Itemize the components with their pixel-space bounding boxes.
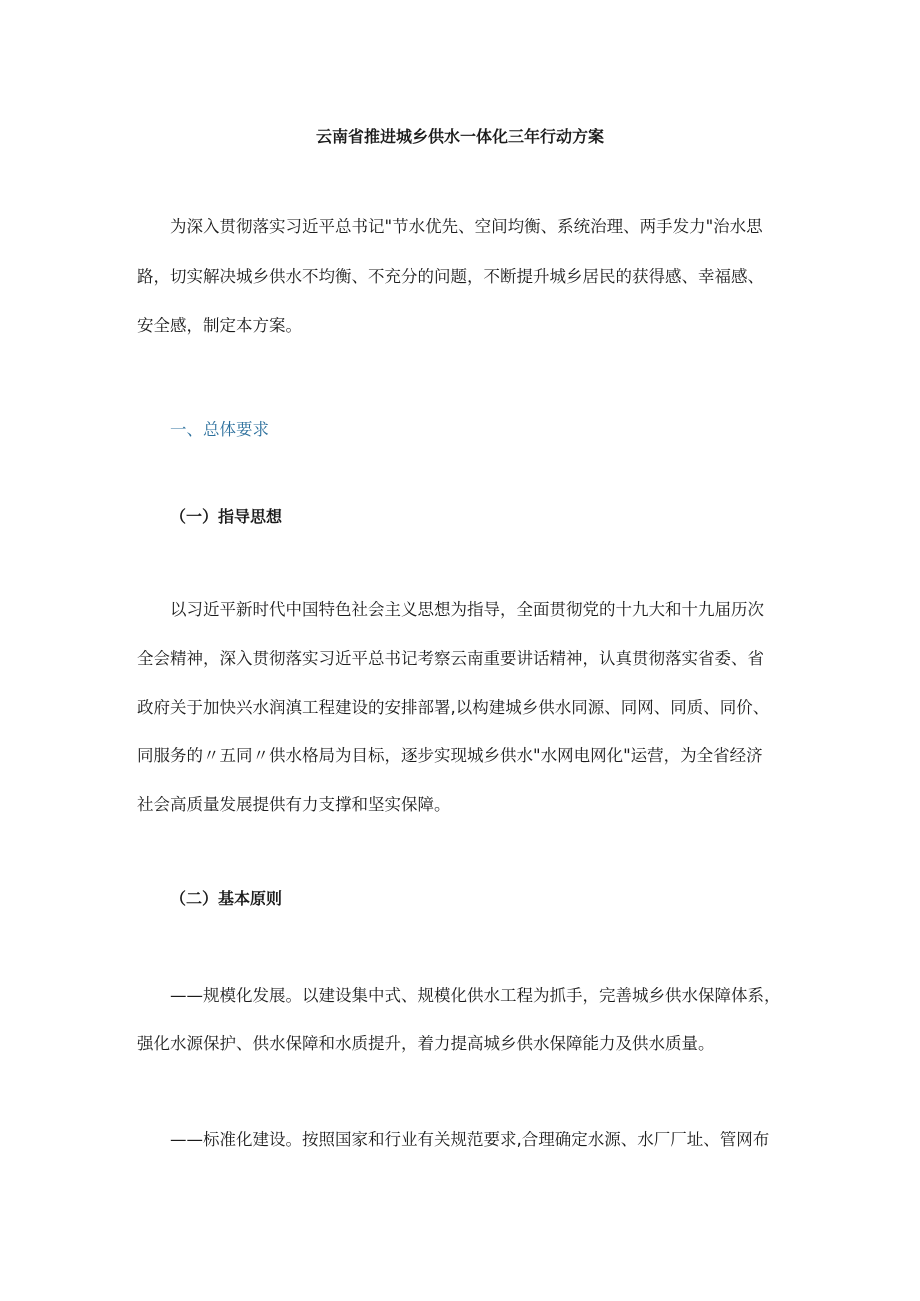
document-title: 云南省推进城乡供水一体化三年行动方案 bbox=[315, 127, 604, 146]
subsection-heading: （一）指导思想 bbox=[170, 507, 283, 526]
paragraph-line: 路，切实解决城乡供水不均衡、不充分的问题，不断提升城乡居民的获得感、幸福感、 bbox=[137, 267, 764, 286]
paragraph-line: 为深入贯彻落实习近平总书记"节水优先、空间均衡、系统治理、两手发力"治水思 bbox=[170, 217, 763, 236]
paragraph-line: 社会高质量发展提供有力支撑和坚实保障。 bbox=[137, 795, 451, 814]
section-heading: 一、总体要求 bbox=[170, 420, 269, 439]
paragraph-line: 以习近平新时代中国特色社会主义思想为指导，全面贯彻党的十九大和十九届历次 bbox=[170, 600, 764, 619]
subsection-heading: （二）基本原则 bbox=[170, 889, 283, 908]
paragraph-line: 政府关于加快兴水润滇工程建设的安排部署,以构建城乡供水同源、同网、同质、同价、 bbox=[137, 698, 770, 717]
paragraph-line: 安全感，制定本方案。 bbox=[137, 316, 302, 335]
paragraph-line: 强化水源保护、供水保障和水质提升，着力提高城乡供水保障能力及供水质量。 bbox=[137, 1034, 715, 1053]
paragraph-line: ——标准化建设。按照国家和行业有关规范要求,合理确定水源、水厂厂址、管网布 bbox=[170, 1130, 770, 1149]
paragraph-line: 全会精神，深入贯彻落实习近平总书记考察云南重要讲话精神，认真贯彻落实省委、省 bbox=[137, 649, 764, 668]
paragraph-line: 同服务的〃五同〃供水格局为目标，逐步实现城乡供水"水网电网化"运营，为全省经济 bbox=[137, 746, 763, 765]
paragraph-line: ——规模化发展。以建设集中式、规模化供水工程为抓手，完善城乡供水保障体系， bbox=[170, 986, 781, 1005]
